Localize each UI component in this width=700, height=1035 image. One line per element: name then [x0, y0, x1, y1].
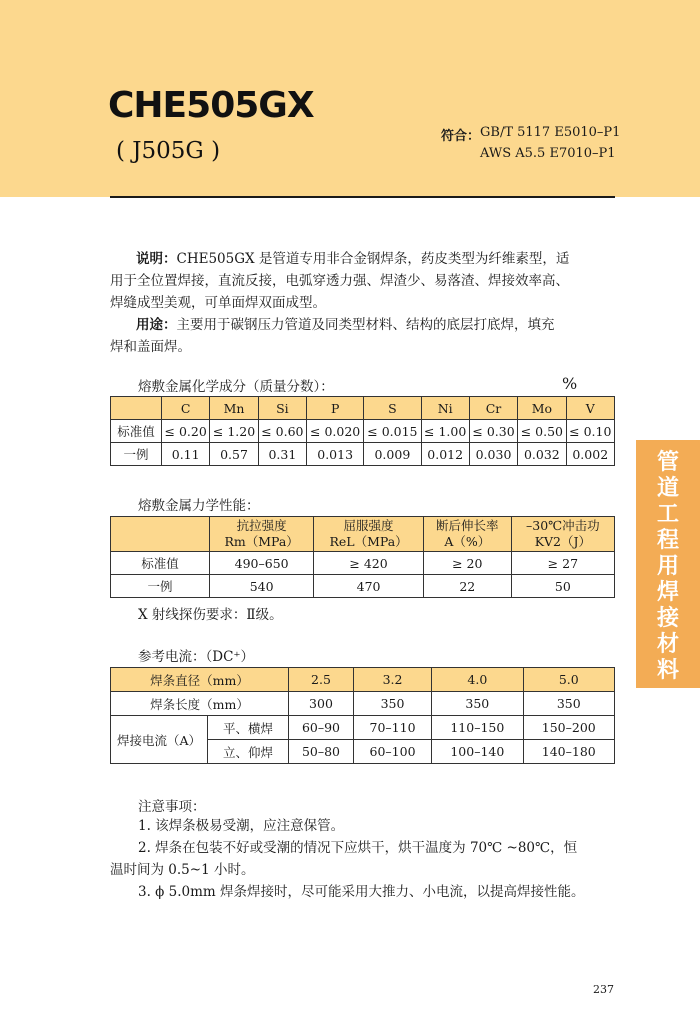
note-item-2: 2. 焊条在包装不好或受潮的情况下应烘干，烘干温度为 70℃ ~80℃，恒	[138, 840, 578, 856]
page-number: 237	[593, 983, 614, 996]
table-header-cell: 焊条直径（mm）	[111, 668, 289, 692]
table-cell: ≥ 27	[511, 552, 614, 575]
notes-title: 注意事项：	[138, 799, 206, 815]
table-cell: 22	[423, 575, 511, 598]
table-header-cell: 2.5	[289, 668, 354, 692]
current-table	[110, 667, 615, 764]
table-cell: 0.57	[210, 443, 258, 466]
chemistry-table	[110, 396, 615, 466]
current-title-suffix: （DC⁺）	[205, 649, 255, 665]
table-cell: 300	[289, 692, 354, 716]
table-cell: 350	[353, 692, 431, 716]
table-header-cell: Si	[258, 397, 306, 420]
current-title-label: 参考电流：	[138, 649, 206, 665]
table-cell: 0.11	[162, 443, 210, 466]
table-row	[111, 575, 615, 598]
table-header-cell: S	[364, 397, 421, 420]
header-line: ReL（MPa）	[329, 534, 408, 549]
header-line: 屈服强度	[343, 518, 394, 533]
note-item-2-cont: 温时间为 0.5~1 小时。	[110, 862, 255, 878]
header-line: 抗拉强度	[236, 518, 287, 533]
usage-text-2: 焊和盖面焊。	[110, 339, 191, 355]
table-cell: ≤ 1.00	[421, 420, 469, 443]
table-cell: ≤ 0.020	[307, 420, 364, 443]
table-cell: ≥ 20	[423, 552, 511, 575]
table-cell: 100–140	[432, 740, 523, 764]
side-tab-char: 料	[656, 658, 679, 683]
table-cell: ≤ 0.20	[162, 420, 210, 443]
table-row	[111, 692, 615, 716]
table-cell: 470	[314, 575, 424, 598]
mechanical-table	[110, 516, 615, 598]
table-cell: 490–650	[210, 552, 314, 575]
table-cell: 0.032	[518, 443, 566, 466]
table-cell: 0.002	[566, 443, 614, 466]
table-cell: ≤ 0.10	[566, 420, 614, 443]
header-rule	[110, 196, 615, 198]
description-text-3: 焊缝成型美观，可单面焊双面成型。	[110, 295, 326, 311]
product-subtitle: ( J505G )	[116, 138, 221, 164]
header-line: Rm（MPa）	[224, 534, 299, 549]
table-header-cell: V	[566, 397, 614, 420]
table-row	[111, 420, 615, 443]
table-cell: 0.009	[364, 443, 421, 466]
description-label: 说明：	[136, 251, 177, 267]
side-tab-char: 程	[656, 528, 679, 553]
header-line: 断后伸长率	[436, 518, 499, 533]
table-header-cell	[111, 397, 162, 420]
product-title: CHE505GX	[108, 85, 314, 126]
description	[110, 248, 615, 314]
table-cell: 60–90	[289, 716, 354, 740]
table-header-cell: 5.0	[523, 668, 614, 692]
usage-text-1: 主要用于碳钢压力管道及同类型材料、结构的底层打底焊，填充	[176, 317, 555, 333]
table-row	[111, 443, 615, 466]
table-cell: 150–200	[523, 716, 614, 740]
chemistry-unit: %	[562, 374, 578, 393]
description-text-1: CHE505GX 是管道专用非合金钢焊条，药皮类型为纤维素型，适	[176, 251, 570, 267]
table-header-cell: Ni	[421, 397, 469, 420]
table-cell: 350	[523, 692, 614, 716]
standard-gb: GB/T 5117 E5010–P1	[480, 125, 621, 140]
table-cell: 焊条长度（mm）	[111, 692, 289, 716]
table-cell: 平、横焊	[208, 716, 289, 740]
table-cell: 60–100	[353, 740, 431, 764]
table-header-cell: 4.0	[432, 668, 523, 692]
usage	[110, 314, 615, 358]
table-cell: ≥ 420	[314, 552, 424, 575]
table-header-cell: Cr	[469, 397, 517, 420]
table-header-cell	[210, 517, 314, 552]
note-item-3: 3. ϕ 5.0mm 焊条焊接时，尽可能采用大推力、小电流，以提高焊接性能。	[138, 884, 585, 900]
side-tab-char: 接	[656, 606, 679, 631]
table-header-row	[111, 517, 615, 552]
header-line: KV2（J）	[534, 534, 592, 549]
table-cell: ≤ 0.30	[469, 420, 517, 443]
notes-list	[110, 815, 615, 903]
table-header-row	[111, 397, 615, 420]
table-cell: 焊接电流（A）	[111, 716, 208, 764]
table-cell: 140–180	[523, 740, 614, 764]
description-text-2: 用于全位置焊接，直流反接，电弧穿透力强、焊渣少、易落渣、焊接效率高、	[110, 273, 569, 289]
header-band	[0, 0, 700, 197]
standard-label: 符合：	[441, 129, 481, 144]
table-header-cell: 3.2	[353, 668, 431, 692]
side-tab-char: 材	[656, 632, 679, 657]
table-cell: ≤ 0.60	[258, 420, 306, 443]
table-header-cell	[314, 517, 424, 552]
standard-aws: AWS A5.5 E7010–P1	[480, 146, 616, 161]
table-row	[111, 552, 615, 575]
xray-note: X 射线探伤要求：Ⅱ级。	[138, 607, 283, 623]
table-cell: ≤ 1.20	[210, 420, 258, 443]
table-cell: ≤ 0.50	[518, 420, 566, 443]
table-header-row	[111, 668, 615, 692]
header-line: A（%）	[444, 534, 491, 549]
table-cell: 50	[511, 575, 614, 598]
table-header-cell: Mn	[210, 397, 258, 420]
table-cell: 70–110	[353, 716, 431, 740]
table-cell: 一例	[111, 575, 210, 598]
side-tab-char: 道	[656, 476, 679, 501]
table-cell: 标准值	[111, 420, 162, 443]
table-header-cell: Mo	[518, 397, 566, 420]
table-cell: 一例	[111, 443, 162, 466]
table-cell: 标准值	[111, 552, 210, 575]
table-header-cell	[511, 517, 614, 552]
table-header-cell	[423, 517, 511, 552]
table-cell: 立、仰焊	[208, 740, 289, 764]
table-cell: 540	[210, 575, 314, 598]
table-header-cell	[111, 517, 210, 552]
mechanical-title: 熔敷金属力学性能：	[138, 498, 260, 514]
header-line: –30℃冲击功	[526, 518, 600, 533]
table-cell: 0.31	[258, 443, 306, 466]
table-header-cell: C	[162, 397, 210, 420]
table-header-cell: P	[307, 397, 364, 420]
table-cell: 0.012	[421, 443, 469, 466]
side-tab-char: 焊	[656, 580, 679, 605]
table-cell: 50–80	[289, 740, 354, 764]
note-item-1: 1. 该焊条极易受潮，应注意保管。	[138, 818, 345, 834]
table-cell: 0.030	[469, 443, 517, 466]
side-tab-text	[636, 450, 700, 684]
side-tab-char: 工	[656, 502, 679, 527]
usage-label: 用途：	[136, 317, 177, 333]
table-cell: 0.013	[307, 443, 364, 466]
table-row	[111, 716, 615, 740]
table-cell: ≤ 0.015	[364, 420, 421, 443]
table-cell: 110–150	[432, 716, 523, 740]
side-tab-char: 用	[656, 554, 679, 579]
chemistry-title: 熔敷金属化学成分（质量分数）：	[138, 379, 334, 395]
table-cell: 350	[432, 692, 523, 716]
current-title	[138, 645, 254, 665]
side-tab-char: 管	[656, 450, 679, 475]
